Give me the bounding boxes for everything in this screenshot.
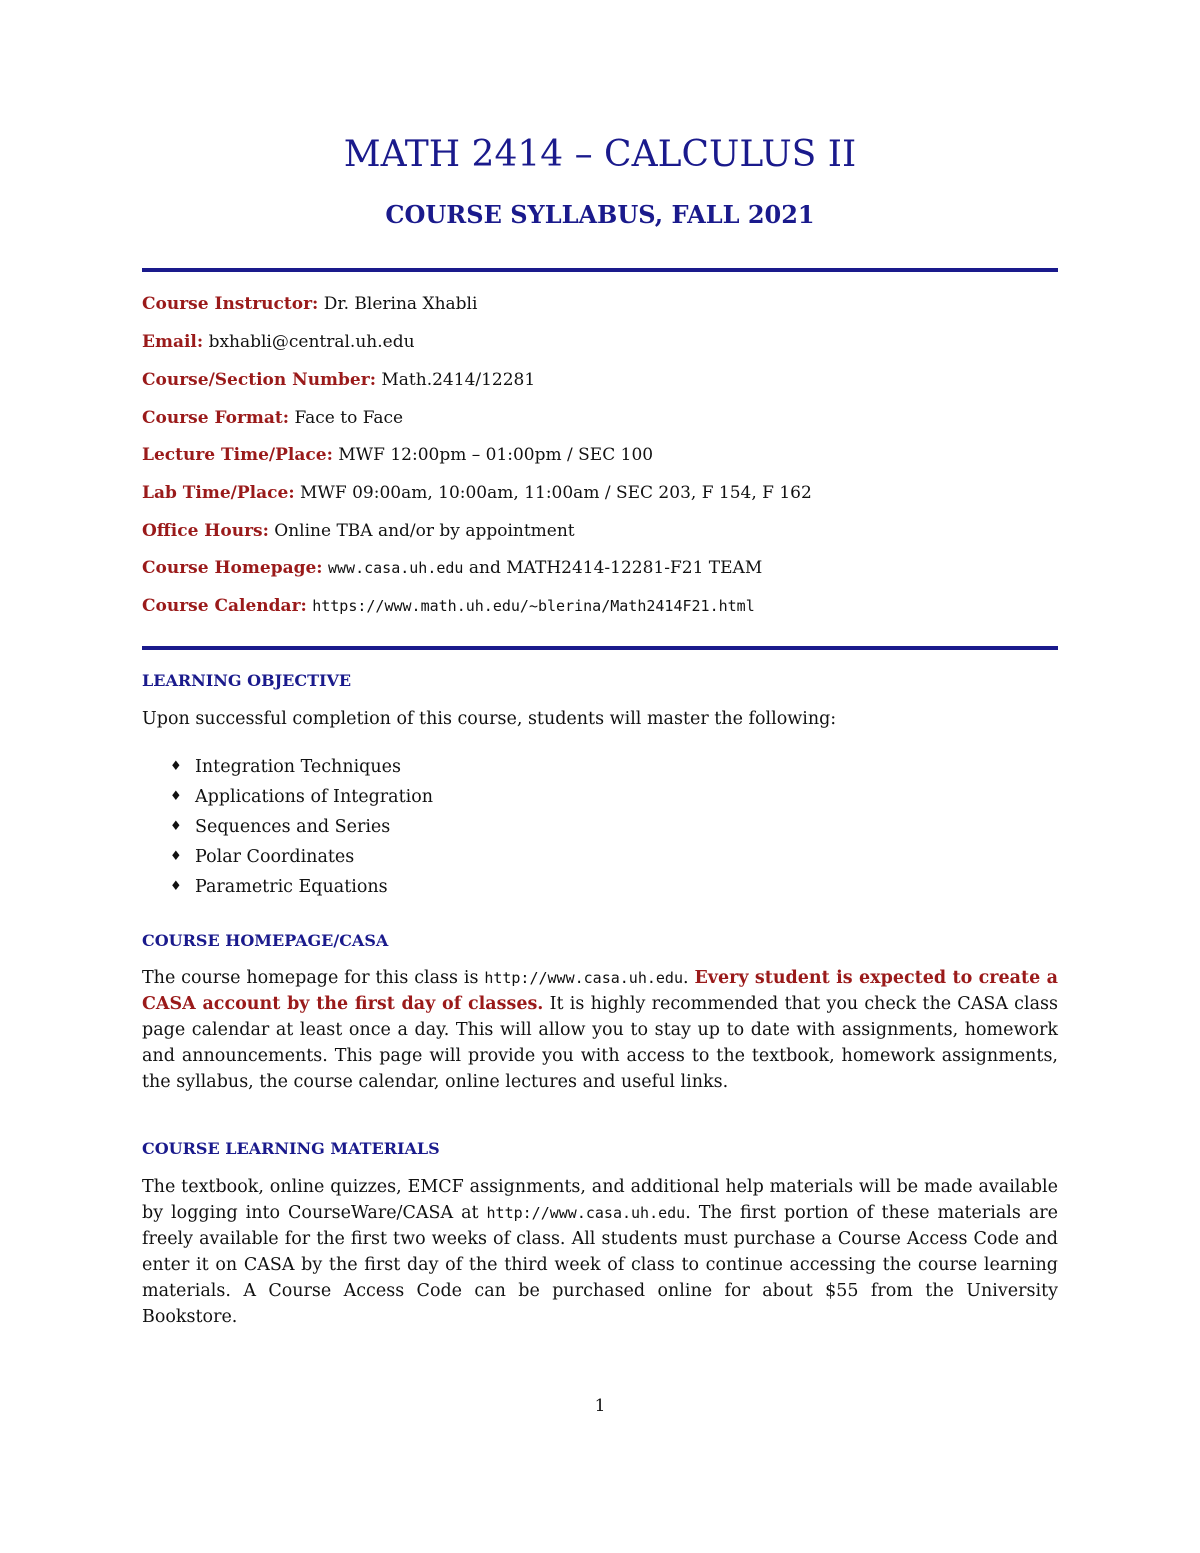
objective-item — [170, 754, 433, 784]
objective-item-text: Polar Coordinates — [195, 847, 355, 867]
page-subtitle: COURSE SYLLABUS, FALL 2021 — [385, 200, 815, 229]
homepage-paragraph — [142, 965, 1058, 1095]
objective-item — [170, 874, 433, 904]
format-label: Course Format: — [142, 408, 290, 428]
lab-value: MWF 09:00am, 10:00am, 11:00am / SEC 203, F 154, F 162 — [300, 483, 812, 503]
diamond-bullet-icon: ♦ — [170, 849, 182, 864]
objective-intro: Upon successful completion of this course, students will master the following: — [142, 709, 837, 729]
objective-item — [170, 844, 433, 874]
homepage-paragraph-link[interactable]: http://www.casa.uh.edu — [484, 969, 683, 987]
format-value: Face to Face — [294, 408, 404, 428]
diamond-bullet-icon: ♦ — [170, 789, 182, 804]
info-section — [142, 369, 1058, 391]
objective-item — [170, 784, 433, 814]
section-value: Math.2414/12281 — [381, 370, 536, 390]
info-office-hours — [142, 520, 1058, 542]
page-title: MATH 2414 – CALCULUS II — [343, 134, 857, 175]
email-value[interactable]: bxhabli@central.uh.edu — [208, 332, 415, 352]
info-format — [142, 407, 1058, 429]
homepage-link[interactable]: www.casa.uh.edu — [327, 559, 464, 577]
objective-heading: LEARNING OBJECTIVE — [142, 671, 352, 690]
instructor-value: Dr. Blerina Xhabli — [323, 294, 478, 314]
objective-list — [170, 754, 433, 904]
office-label: Office Hours: — [142, 521, 269, 541]
lecture-label: Lecture Time/Place: — [142, 445, 333, 465]
homepage-text-1: The course homepage for this class is — [142, 968, 479, 988]
diamond-bullet-icon: ♦ — [170, 819, 182, 834]
section-label: Course/Section Number: — [142, 370, 376, 390]
office-value: Online TBA and/or by appointment — [274, 521, 575, 541]
email-label: Email: — [142, 332, 204, 352]
materials-text-1: The textbook, online quizzes, EMCF assignments, and additional help materials will be made available by logging into CourseWare/CASA at — [142, 1177, 1058, 1223]
lab-label: Lab Time/Place: — [142, 483, 295, 503]
materials-link[interactable]: http://www.casa.uh.edu — [486, 1204, 686, 1222]
objective-item-text: Applications of Integration — [195, 787, 434, 807]
homepage-text-2: . — [683, 968, 689, 988]
objective-item-text: Parametric Equations — [195, 877, 388, 897]
objective-item — [170, 814, 433, 844]
top-divider — [142, 268, 1058, 272]
homepage-heading: COURSE HOMEPAGE/CASA — [142, 931, 389, 950]
bottom-divider — [142, 646, 1058, 650]
materials-heading: COURSE LEARNING MATERIALS — [142, 1139, 440, 1158]
diamond-bullet-icon: ♦ — [170, 759, 182, 774]
calendar-label: Course Calendar: — [142, 596, 307, 616]
page-number: 1 — [594, 1396, 606, 1416]
objective-item-text: Integration Techniques — [195, 757, 401, 777]
materials-paragraph — [142, 1174, 1058, 1330]
info-lecture — [142, 444, 1058, 466]
homepage-text-3: It is highly recommended that you check the CASA class page calendar at least once a day. This will allow you to stay up to date with assignments, homework and announcements. This page will provide you with access to the textbook, homework assignments, the syllabus, the course calendar, online lectures and useful links. — [142, 994, 1058, 1092]
info-calendar — [142, 595, 1058, 617]
info-instructor — [142, 293, 1058, 315]
homepage-label: Course Homepage: — [142, 558, 323, 578]
info-lab — [142, 482, 1058, 504]
instructor-label: Course Instructor: — [142, 294, 319, 314]
info-email — [142, 331, 1058, 353]
diamond-bullet-icon: ♦ — [170, 879, 182, 894]
lecture-value: MWF 12:00pm – 01:00pm / SEC 100 — [338, 445, 654, 465]
homepage-emphasis: Every student is expected to create a CASA account by the first day of classes. — [142, 968, 1058, 1014]
objective-item-text: Sequences and Series — [195, 817, 391, 837]
calendar-link[interactable]: https://www.math.uh.edu/~blerina/Math2414F21.html — [312, 597, 755, 615]
info-homepage — [142, 557, 1058, 579]
materials-text-2: . The first portion of these materials are freely available for the first two weeks of class. All students must purchase a Course Access Code and enter it on CASA by the first day of the third week of class to continue accessing the course learning materials. A Course Access Code can be purchased online for about $55 from the University Bookstore. — [142, 1203, 1058, 1327]
homepage-rest: and MATH2414-12281-F21 TEAM — [468, 558, 763, 578]
